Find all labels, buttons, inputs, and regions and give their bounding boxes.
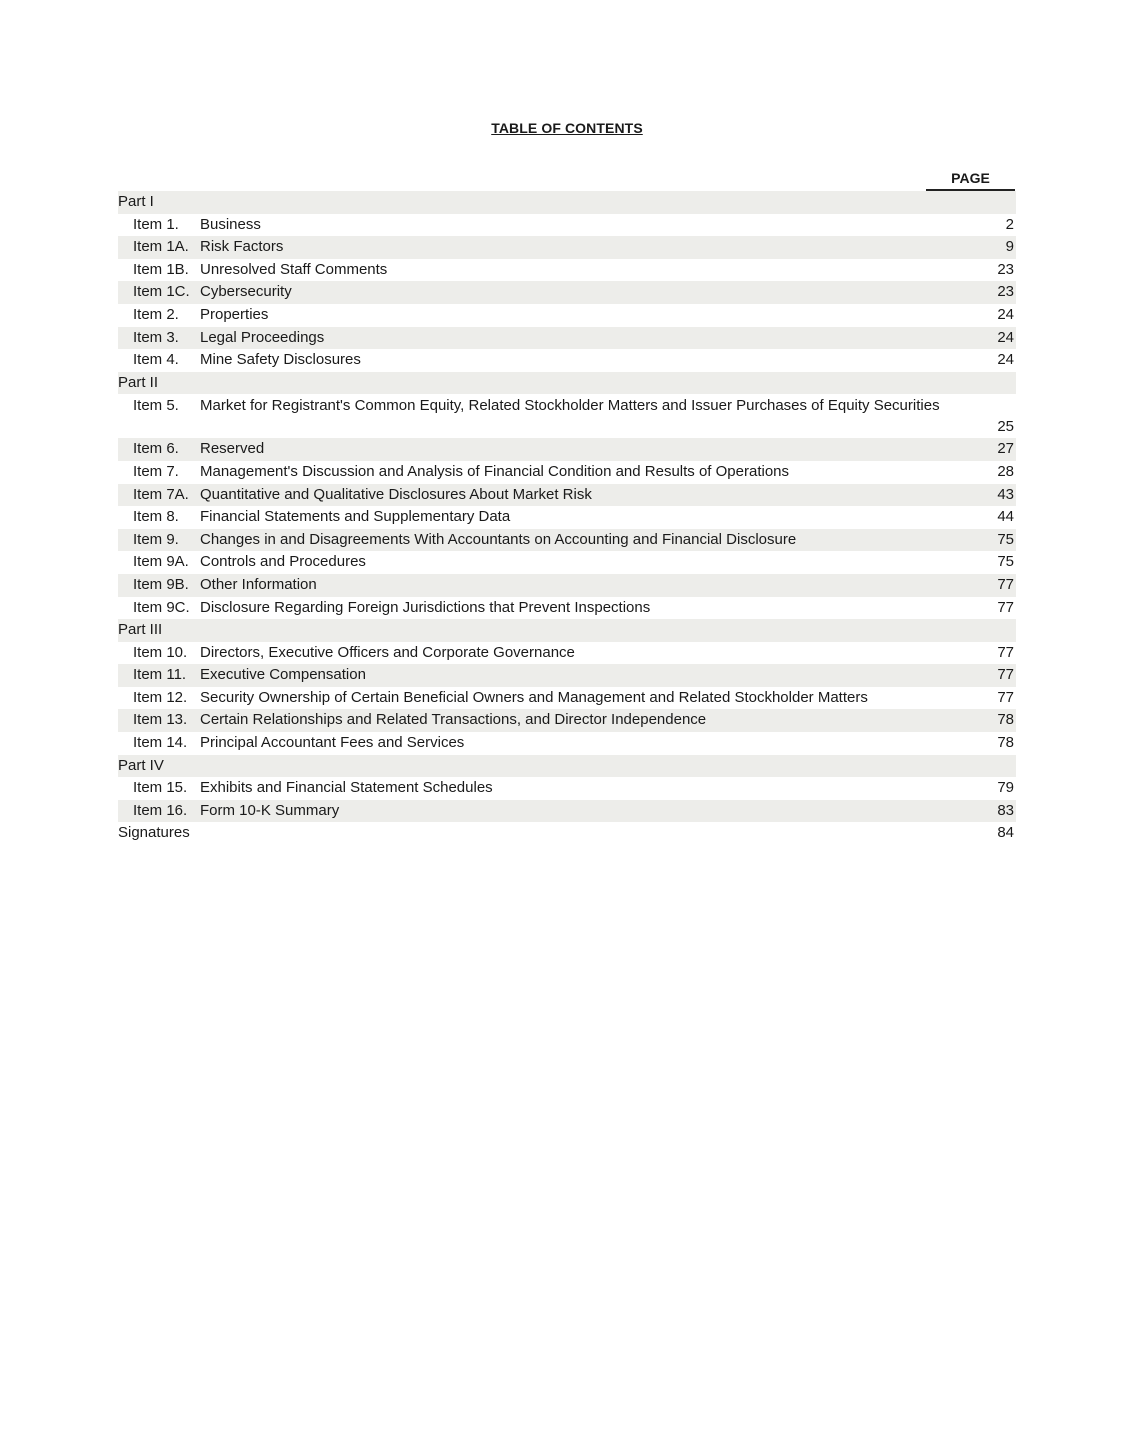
toc-item-title[interactable]: Business (200, 215, 261, 233)
toc-item-number: Item 12. (133, 688, 188, 706)
toc-page-number: 78 (997, 711, 1014, 729)
toc-page-number: 75 (997, 553, 1014, 571)
toc-item-title[interactable]: Executive Compensation (200, 666, 366, 684)
toc-item-row[interactable] (118, 394, 1016, 438)
toc-item-number: Item 5. (133, 397, 179, 415)
toc-item-title[interactable]: Financial Statements and Supplementary Data (200, 508, 511, 526)
toc-part-row[interactable] (118, 372, 1016, 395)
toc-page-number: 9 (1005, 238, 1014, 256)
toc-item-title[interactable]: Principal Accountant Fees and Services (200, 734, 465, 752)
toc-page-number: 23 (997, 260, 1014, 278)
toc-item-title[interactable]: Disclosure Regarding Foreign Jurisdictions that Prevent Inspections (200, 598, 651, 616)
toc-item-number: Item 3. (133, 328, 179, 346)
toc-part-row[interactable] (118, 619, 1016, 642)
toc-item-title[interactable]: Certain Relationships and Related Transactions, and Director Independence (200, 711, 707, 729)
toc-item-number: Item 11. (133, 666, 187, 684)
toc-item-row[interactable] (118, 597, 1016, 620)
toc-item-row[interactable] (118, 777, 1016, 800)
toc-part-label: Part III (118, 621, 163, 639)
toc-item-row[interactable] (118, 461, 1016, 484)
toc-item-title[interactable]: Other Information (200, 575, 317, 593)
toc-table (118, 191, 1016, 845)
toc-item-title[interactable]: Risk Factors (200, 238, 284, 256)
toc-item-number: Item 1C. (133, 283, 190, 301)
toc-item-row[interactable] (118, 214, 1016, 237)
toc-item-number: Item 16. (133, 801, 188, 819)
toc-item-title[interactable]: Market for Registrant's Common Equity, Related Stockholder Matters and Issuer Purchases of Equity Securities (200, 397, 940, 415)
toc-item-title[interactable]: Security Ownership of Certain Beneficial Owners and Management and Related Stockholder Matters (200, 688, 868, 706)
toc-page-number: 84 (997, 824, 1014, 842)
toc-item-title[interactable]: Directors, Executive Officers and Corporate Governance (200, 643, 575, 661)
toc-item-row[interactable] (118, 574, 1016, 597)
toc-item-row[interactable] (118, 484, 1016, 507)
toc-item-number: Item 1. (133, 215, 179, 233)
toc-part-label: Signatures (118, 824, 190, 842)
toc-item-number: Item 9. (133, 530, 179, 548)
toc-page-number: 44 (997, 508, 1014, 526)
toc-item-number: Item 9C. (133, 598, 190, 616)
toc-item-title[interactable]: Management's Discussion and Analysis of Financial Condition and Results of Operations (200, 462, 790, 480)
toc-item-title[interactable]: Form 10-K Summary (200, 801, 340, 819)
toc-item-row[interactable] (118, 438, 1016, 461)
toc-item-number: Item 10. (133, 643, 188, 661)
toc-page-number: 24 (997, 351, 1014, 369)
toc-item-number: Item 13. (133, 711, 188, 729)
toc-item-row[interactable] (118, 349, 1016, 372)
toc-item-row[interactable] (118, 551, 1016, 574)
toc-item-number: Item 7. (133, 462, 179, 480)
toc-page-number: 77 (997, 598, 1014, 616)
toc-part-row[interactable] (118, 822, 1016, 845)
toc-item-number: Item 9A. (133, 553, 189, 571)
toc-item-number: Item 6. (133, 440, 179, 458)
toc-item-title[interactable]: Unresolved Staff Comments (200, 260, 388, 278)
toc-page-number: 25 (997, 418, 1014, 436)
toc-item-number: Item 4. (133, 351, 179, 369)
toc-page-number: 24 (997, 305, 1014, 323)
toc-item-title[interactable]: Controls and Procedures (200, 553, 366, 571)
toc-item-number: Item 7A. (133, 485, 189, 503)
toc-item-row[interactable] (118, 709, 1016, 732)
toc-item-row[interactable] (118, 259, 1016, 282)
toc-item-title[interactable]: Changes in and Disagreements With Accountants on Accounting and Financial Disclosure (200, 530, 797, 548)
toc-page-number: 77 (997, 575, 1014, 593)
toc-item-row[interactable] (118, 800, 1016, 823)
toc-part-label: Part II (118, 373, 159, 391)
toc-item-number: Item 8. (133, 508, 179, 526)
toc-item-number: Item 1A. (133, 238, 189, 256)
toc-part-label: Part IV (118, 756, 164, 774)
toc-page-number: 24 (997, 328, 1014, 346)
page-column-header: PAGE (926, 170, 1015, 191)
toc-page-number: 23 (997, 283, 1014, 301)
toc-part-row[interactable] (118, 755, 1016, 778)
toc-item-title[interactable]: Cybersecurity (200, 283, 292, 301)
toc-item-number: Item 2. (133, 305, 179, 323)
toc-item-number: Item 14. (133, 734, 188, 752)
toc-item-row[interactable] (118, 304, 1016, 327)
toc-item-row[interactable] (118, 327, 1016, 350)
toc-page-number: 2 (1005, 215, 1014, 233)
toc-item-number: Item 9B. (133, 575, 189, 593)
toc-item-row[interactable] (118, 732, 1016, 755)
toc-item-number: Item 1B. (133, 260, 189, 278)
toc-item-title[interactable]: Mine Safety Disclosures (200, 351, 361, 369)
toc-page-number: 43 (997, 485, 1014, 503)
toc-item-title[interactable]: Quantitative and Qualitative Disclosures About Market Risk (200, 485, 592, 503)
toc-item-row[interactable] (118, 236, 1016, 259)
toc-part-row[interactable] (118, 191, 1016, 214)
toc-item-row[interactable] (118, 664, 1016, 687)
toc-item-row[interactable] (118, 281, 1016, 304)
toc-page-number: 78 (997, 734, 1014, 752)
toc-item-row[interactable] (118, 642, 1016, 665)
toc-part-label: Part I (118, 193, 154, 210)
toc-page-number: 77 (997, 643, 1014, 661)
toc-page-number: 75 (997, 530, 1014, 548)
toc-title: TABLE OF CONTENTS (491, 120, 643, 136)
toc-page-number: 79 (997, 779, 1014, 797)
toc-page-number: 27 (997, 440, 1014, 458)
toc-item-row[interactable] (118, 506, 1016, 529)
toc-item-title[interactable]: Exhibits and Financial Statement Schedules (200, 779, 493, 797)
toc-page-number: 83 (997, 801, 1014, 819)
toc-page-number: 28 (997, 462, 1014, 480)
toc-item-number: Item 15. (133, 779, 188, 797)
toc-item-title[interactable]: Reserved (200, 440, 265, 458)
toc-item-row[interactable] (118, 687, 1016, 710)
toc-page-number: 77 (997, 666, 1014, 684)
toc-item-title[interactable]: Properties (200, 305, 269, 323)
toc-item-row[interactable] (118, 529, 1016, 552)
toc-page-number: 77 (997, 688, 1014, 706)
toc-item-title[interactable]: Legal Proceedings (200, 328, 325, 346)
